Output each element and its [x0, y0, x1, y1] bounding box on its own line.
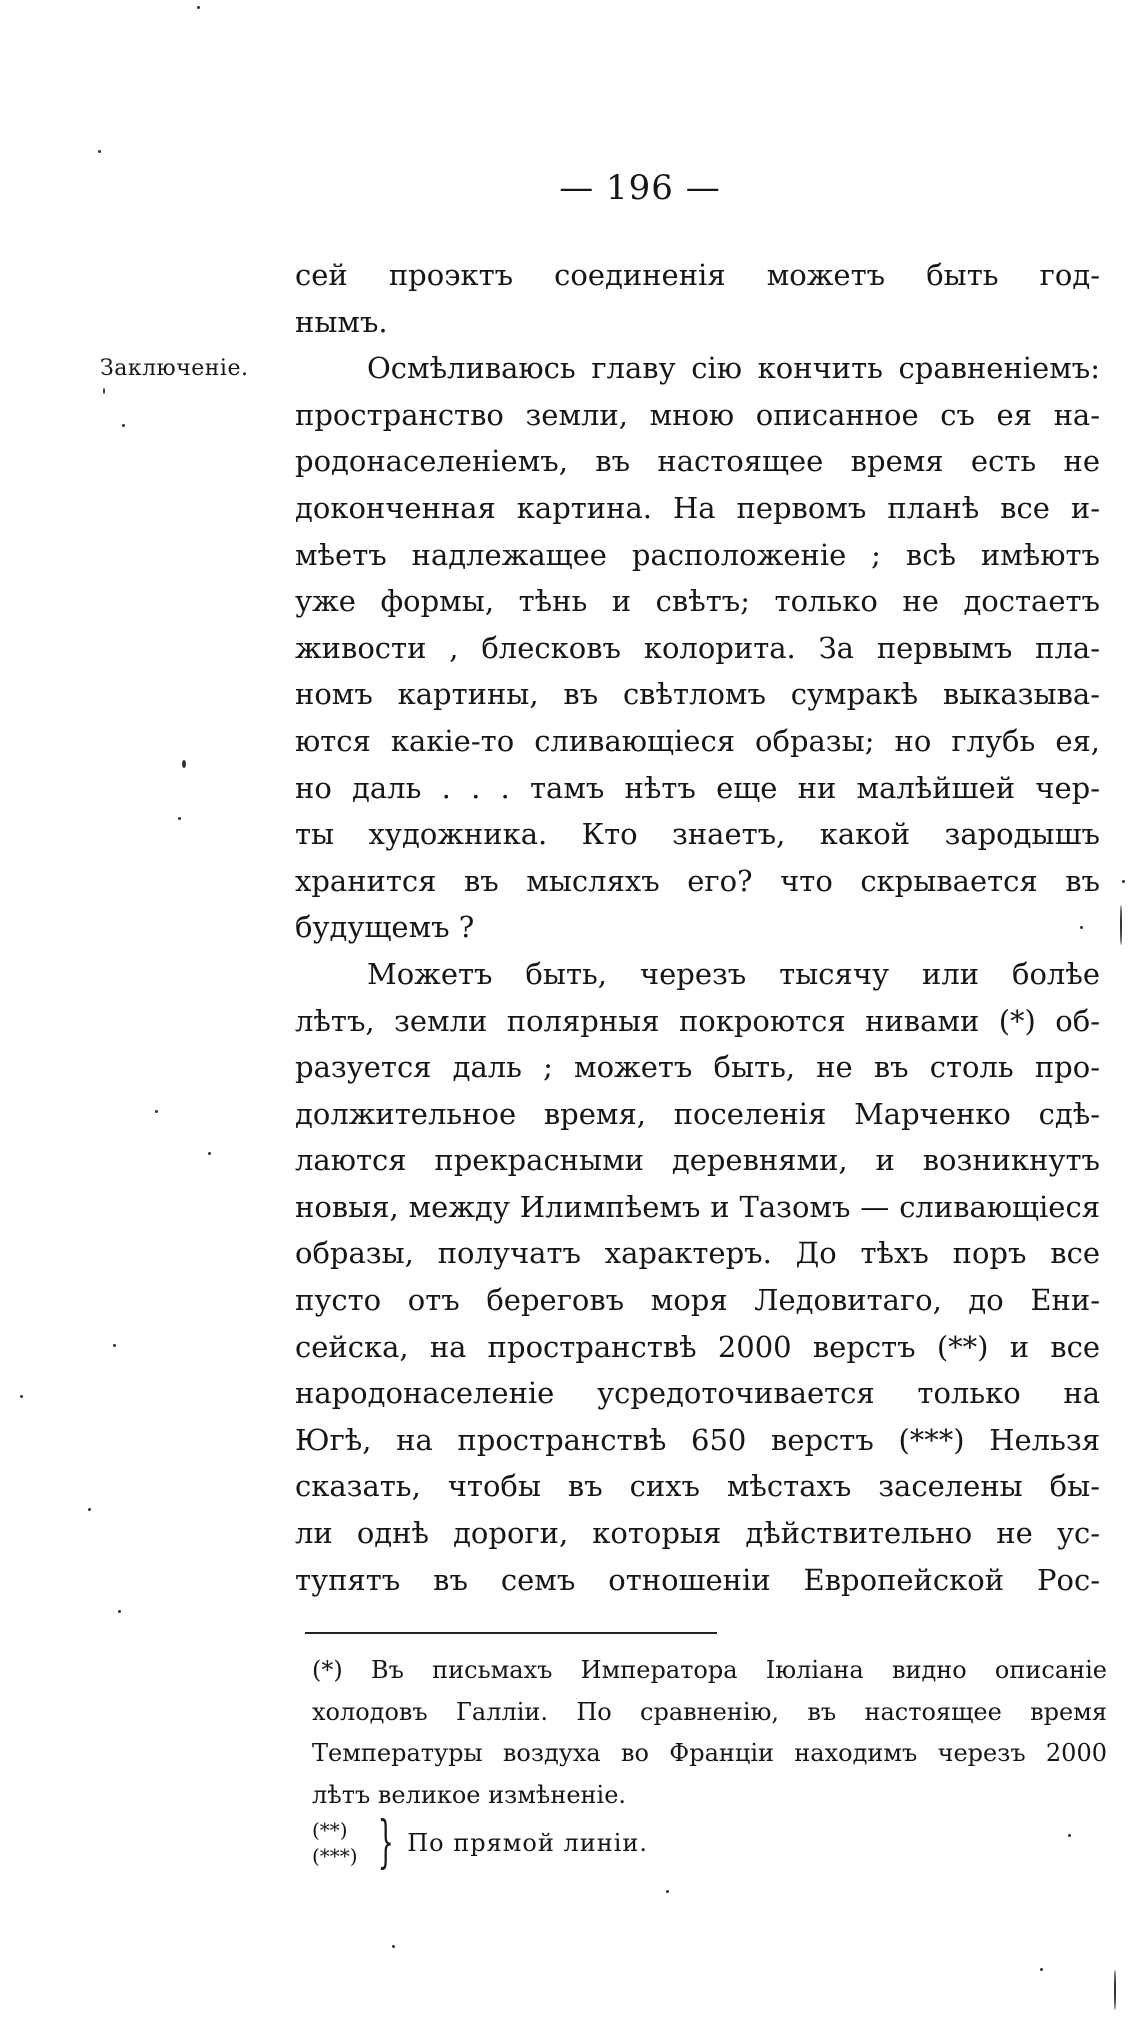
- text-line: ли однѣ дороги, которыя дѣйствительно не ус-: [295, 1516, 1100, 1551]
- scan-speck: [118, 1610, 121, 1613]
- footnote-mark: (***): [312, 1844, 358, 1868]
- text-line: нымъ.: [295, 304, 388, 339]
- text-line: сейска, на пространствѣ 2000 верстъ (**) и все: [295, 1329, 1100, 1364]
- text-line: новыя, между Илимпѣемъ и Тазомъ — сливающіеся: [295, 1189, 1100, 1224]
- scan-speck: [182, 760, 186, 768]
- text-line: должительное время, поселенія Марченко сдѣ-: [295, 1096, 1100, 1131]
- footnote-group: [312, 1810, 649, 1875]
- scan-speck: [1120, 905, 1122, 945]
- text-line: сказать, чтобы въ сихъ мѣстахъ заселены бы-: [295, 1469, 1100, 1504]
- text-line: Осмѣливаюсь главу сію кончить сравненіемъ:: [367, 351, 1100, 386]
- text-line: разуется даль ; можетъ быть, не въ столь про-: [295, 1050, 1100, 1085]
- scan-speck: [178, 817, 181, 820]
- text-line: родонаселеніемъ, въ настоящее время есть не: [295, 444, 1100, 479]
- body-text: [295, 252, 1100, 1603]
- footnote-mark: (**): [312, 1818, 348, 1842]
- footnote-line: Температуры воздуха во Франціи находимъ черезъ 2000: [312, 1739, 1107, 1767]
- scan-speck: [98, 150, 101, 153]
- text-line: пусто отъ береговъ моря Ледовитаго, до Ени-: [295, 1283, 1100, 1318]
- text-line: уже формы, тѣнь и свѣтъ; только не достаетъ: [295, 584, 1100, 619]
- scan-speck: [113, 1344, 116, 1347]
- scan-speck: [666, 1890, 669, 1893]
- text-line: ются какіе-то сливающіеся образы; но глубь ея,: [295, 723, 1100, 758]
- scan-speck: [88, 1508, 91, 1511]
- footnote-line: (*) Въ письмахъ Императора Іюліана видно описаніе: [312, 1656, 1107, 1684]
- text-line: лѣтъ, земли полярныя покроются нивами (*) об-: [295, 1003, 1100, 1038]
- scan-speck: [1080, 926, 1083, 929]
- text-line: доконченная картина. На первомъ планѣ все и-: [295, 490, 1100, 525]
- scan-speck: [20, 1395, 23, 1398]
- text-line: Можетъ быть, черезъ тысячу или болѣе: [367, 956, 1100, 991]
- text-line: мѣетъ надлежащее расположеніе ; всѣ имѣютъ: [295, 537, 1100, 572]
- footnotes: [312, 1650, 1107, 1816]
- brace-icon: }: [377, 1810, 394, 1875]
- footnote-line: холодовъ Галліи. По сравненію, въ настоящее время: [312, 1697, 1107, 1726]
- text-line: пространство земли, мною описанное съ ея на-: [295, 397, 1100, 432]
- text-line: номъ картины, въ свѣтломъ сумракѣ выказыва-: [295, 677, 1100, 712]
- footnote-line: лѣтъ великое измѣненіе.: [312, 1780, 627, 1809]
- footnote-rule: [305, 1632, 717, 1634]
- page-number: — 196 —: [559, 168, 721, 208]
- text-line: хранится въ мысляхъ его? что скрывается въ: [295, 863, 1100, 898]
- scan-speck: [103, 388, 105, 394]
- footnote-marks: [312, 1817, 358, 1869]
- text-line: Югѣ, на пространствѣ 650 верстъ (***) Нельзя: [295, 1422, 1100, 1457]
- scan-speck: [1068, 1834, 1071, 1837]
- text-line: но даль . . . тамъ нѣтъ еще ни малѣйшей чер-: [295, 770, 1100, 805]
- scan-speck: [197, 6, 200, 9]
- scan-speck: [392, 1945, 395, 1948]
- text-line: тупятъ въ семъ отношеніи Европейской Рос-: [295, 1562, 1100, 1597]
- text-line: лаются прекрасными деревнями, и возникнутъ: [295, 1143, 1100, 1178]
- footnote-group-text: По прямой линіи.: [407, 1829, 649, 1857]
- scan-speck: [1040, 1968, 1043, 1971]
- text-line: ты художника. Кто знаетъ, какой зародышъ: [295, 817, 1100, 852]
- text-line: образы, получатъ характеръ. До тѣхъ поръ все: [295, 1236, 1100, 1271]
- scan-speck: [122, 424, 125, 427]
- text-line: живости , блесковъ колорита. За первымъ пла-: [295, 630, 1100, 665]
- text-line: сей проэктъ соединенія можетъ быть год-: [295, 258, 1100, 292]
- scan-speck: [208, 1152, 211, 1155]
- scan-speck: [1114, 1970, 1116, 2010]
- scan-speck: [155, 1110, 158, 1113]
- text-line: народонаселеніе усредоточивается только на: [295, 1376, 1100, 1411]
- scan-speck: [1122, 880, 1125, 883]
- text-line: будущемъ ?: [295, 910, 475, 945]
- margin-note: Заключеніе.: [100, 356, 249, 381]
